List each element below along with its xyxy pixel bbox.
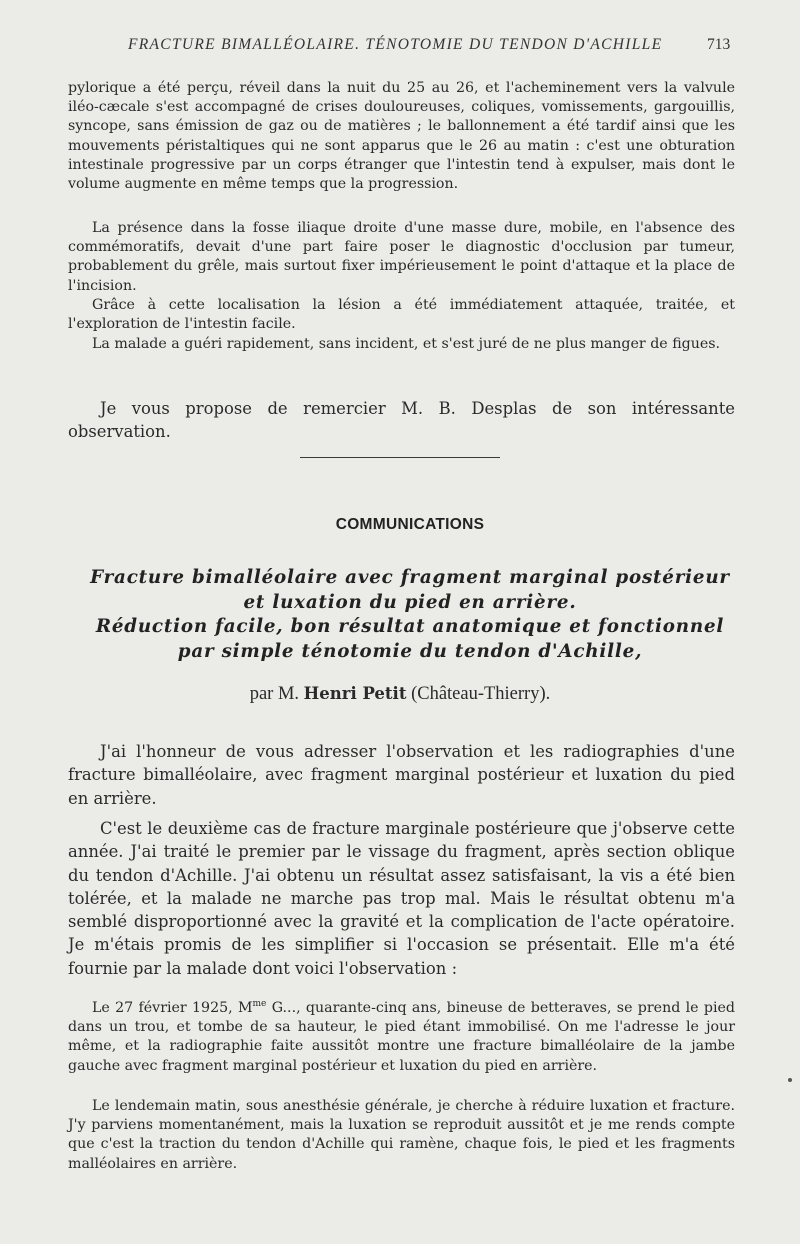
author-location: (Château-Thierry).	[411, 684, 551, 704]
continued-paragraph-3: Grâce à cette localisation la lésion a été immédiatement attaquée, traitée, et l'exploration de l'intestin facile.	[68, 297, 735, 333]
observation-date: Le 27 février 1925, M	[92, 1000, 253, 1016]
section-divider	[300, 457, 500, 458]
section-heading: COMMUNICATIONS	[335, 516, 485, 533]
margin-dot	[788, 1078, 792, 1082]
article-paragraph-1: J'ai l'honneur de vous adresser l'observation et les radiographies d'une fracture bimalléolaire, avec fragment marginal postérieur et luxation du pied en arrière.	[68, 742, 735, 808]
article-title	[50, 566, 770, 664]
running-title: FRACTURE BIMALLÉOLAIRE. TÉNOTOMIE DU TENDON D'ACHILLE	[128, 36, 663, 53]
page-number: 713	[707, 36, 731, 53]
continued-paragraph-4: La malade a guéri rapidement, sans incident, et s'est juré de ne plus manger de figues.	[92, 336, 721, 352]
closing-remark: Je vous propose de remercier M. B. Desplas de son intéressante observation.	[68, 399, 735, 442]
article-paragraph-2: C'est le deuxième cas de fracture marginale postérieure que j'observe cette année. J'ai traité le premier par le vissage du fragment, après section oblique du tendon d'Achille. J'ai obtenu un résultat assez satisfaisant, la vis a été bien tolérée, et la malade ne marche pas trop mal. Mais le résultat obtenu m'a semblé disproportionné avec la gravité et la complication de l'acte opératoire. Je m'étais promis de les simplifier si l'occasion se présentait. Elle m'a été fournie par la malade dont voici l'observation :	[68, 819, 735, 978]
observation-paragraph-1	[68, 999, 735, 1076]
byline-prefix: par M.	[249, 684, 300, 704]
title-line-4: par simple ténotomie du tendon d'Achille,	[177, 640, 643, 662]
author-name: Henri Petit	[303, 684, 407, 703]
observation-text: G..., quarante-cinq ans, bineuse de betteraves, se prend le pied dans un trou, et tombe de sa hauteur, le pied étant immobilisé. On me l'adresse le jour même, et la radiographie faite aussitôt montre une fracture bimalléolaire de la jambe gauche avec fragment marginal postérieur et luxation du pied en arrière.	[68, 1000, 735, 1074]
continued-paragraph-2: La présence dans la fosse iliaque droite d'une masse dure, mobile, en l'absence des commémoratifs, devait d'une part faire poser le diagnostic d'occlusion par tumeur, probablement du grêle, mais surtout fixer impérieusement le point d'attaque et la place de l'incision.	[68, 220, 735, 294]
observation-title-superscript: me	[252, 999, 267, 1009]
title-line-2: et luxation du pied en arrière.	[243, 591, 577, 613]
byline	[0, 684, 800, 705]
title-line-3: Réduction facile, bon résultat anatomique et fonctionnel	[95, 616, 725, 637]
observation-paragraph-2: Le lendemain matin, sous anesthésie générale, je cherche à réduire luxation et fracture. J'y parviens momentanément, mais la luxation se reproduit aussitôt et je me rends compte que c'est la traction du tendon d'Achille qui ramène, chaque fois, le pied et les fragments malléolaires en arrière.	[68, 1098, 735, 1172]
title-line-1: Fracture bimalléolaire avec fragment marginal postérieur	[90, 567, 730, 588]
continued-paragraph-1: pylorique a été perçu, réveil dans la nuit du 25 au 26, et l'acheminement vers la valvule iléo-cæcale s'est accompagné de crises douloureuses, coliques, vomissements, gargouillis, syncope, sans émission de gaz ou de matières ; le ballonnement a été tardif ainsi que les mouvements péristaltiques qui ne sont apparus que le 26 au matin : c'est une obturation intestinale progressive par un corps étranger que l'intestin tend à expulser, mais dont le volume augmente en même temps que la progression.	[68, 80, 735, 193]
